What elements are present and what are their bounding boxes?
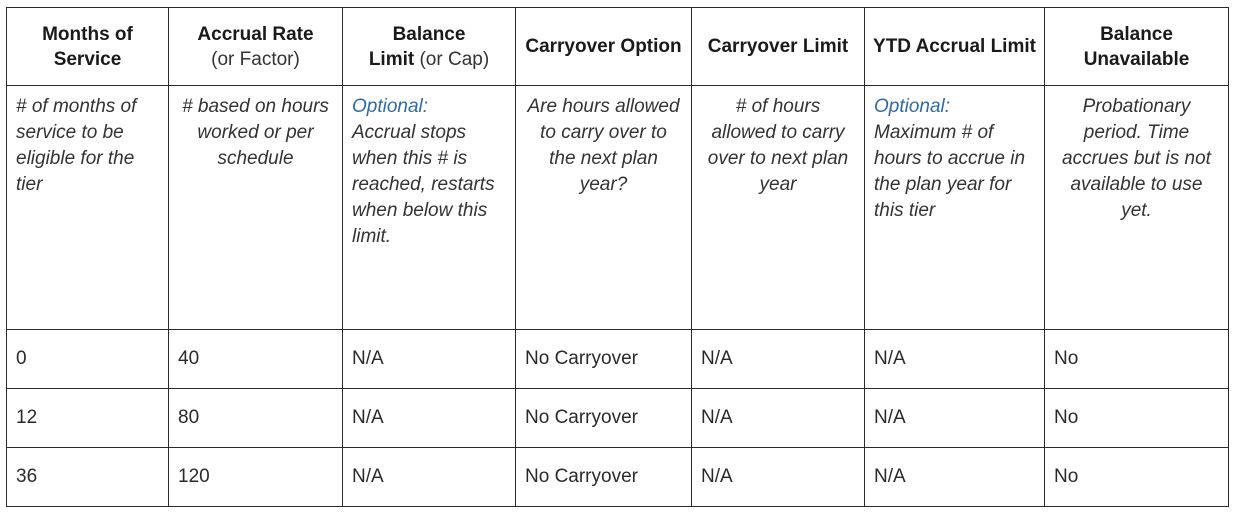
cell-months: 0 bbox=[7, 330, 169, 389]
cell-accrual-rate: 120 bbox=[169, 448, 343, 507]
cell-balance-limit: N/A bbox=[343, 389, 516, 448]
header-label: Balance bbox=[392, 23, 466, 45]
description-text: Are hours allowed to carry over to the next plan year? bbox=[527, 96, 680, 195]
header-carryover-option bbox=[516, 8, 692, 86]
cell-carryover-option: No Carryover bbox=[516, 448, 692, 507]
header-label: Carryover Limit bbox=[707, 36, 849, 57]
cell-balance-limit: N/A bbox=[343, 330, 516, 389]
cell-carryover-limit: N/A bbox=[692, 330, 865, 389]
cell-carryover-option: No Carryover bbox=[516, 389, 692, 448]
cell-carryover-limit: N/A bbox=[692, 448, 865, 507]
description-text: Probationary period. Time accrues but is not available to use yet. bbox=[1062, 96, 1211, 221]
cell-ytd-accrual-limit: N/A bbox=[865, 330, 1045, 389]
header-label: Months of Service bbox=[42, 23, 133, 70]
optional-label: Optional: bbox=[352, 96, 429, 117]
cell-carryover-option: No Carryover bbox=[516, 330, 692, 389]
header-label: Accrual Rate bbox=[197, 23, 314, 45]
description-text: # of months of service to be eligible for the tier bbox=[16, 96, 137, 195]
table-row bbox=[7, 330, 1229, 389]
table-row bbox=[7, 448, 1229, 507]
header-label: Carryover Option bbox=[525, 36, 682, 57]
header-balance-unavailable bbox=[1045, 8, 1229, 86]
cell-carryover-limit: N/A bbox=[692, 389, 865, 448]
cell-balance-unavailable: No bbox=[1045, 389, 1229, 448]
accrual-tier-table bbox=[6, 7, 1229, 507]
cell-balance-unavailable: No bbox=[1045, 330, 1229, 389]
header-label-cont: Limit bbox=[368, 48, 415, 70]
header-accrual-rate bbox=[169, 8, 343, 86]
header-sublabel: (or Cap) bbox=[419, 48, 490, 70]
table-row bbox=[7, 389, 1229, 448]
description-text: # of hours allowed to carry over to next plan year bbox=[707, 96, 849, 195]
header-sublabel: (or Factor) bbox=[211, 48, 300, 70]
cell-ytd-accrual-limit: N/A bbox=[865, 448, 1045, 507]
cell-months: 12 bbox=[7, 389, 169, 448]
description-cell bbox=[1045, 86, 1229, 330]
description-cell bbox=[692, 86, 865, 330]
cell-accrual-rate: 40 bbox=[169, 330, 343, 389]
header-carryover-limit bbox=[692, 8, 865, 86]
description-cell bbox=[865, 86, 1045, 330]
description-text: Maximum # of hours to accrue in the plan year for this tier bbox=[874, 122, 1026, 221]
header-ytd-accrual-limit bbox=[865, 8, 1045, 86]
description-cell bbox=[7, 86, 169, 330]
header-months-of-service bbox=[7, 8, 169, 86]
cell-months: 36 bbox=[7, 448, 169, 507]
header-label: Balance Unavailable bbox=[1083, 23, 1190, 70]
cell-ytd-accrual-limit: N/A bbox=[865, 389, 1045, 448]
description-cell bbox=[343, 86, 516, 330]
header-row bbox=[7, 8, 1229, 86]
description-row bbox=[7, 86, 1229, 330]
optional-label: Optional: bbox=[874, 96, 951, 117]
cell-balance-unavailable: No bbox=[1045, 448, 1229, 507]
description-text: # based on hours worked or per schedule bbox=[182, 96, 329, 169]
description-cell bbox=[169, 86, 343, 330]
header-balance-limit bbox=[343, 8, 516, 86]
cell-balance-limit: N/A bbox=[343, 448, 516, 507]
header-label: YTD Accrual Limit bbox=[873, 36, 1036, 57]
description-cell bbox=[516, 86, 692, 330]
cell-accrual-rate: 80 bbox=[169, 389, 343, 448]
description-text: Accrual stops when this # is reached, restarts when below this limit. bbox=[352, 122, 495, 247]
